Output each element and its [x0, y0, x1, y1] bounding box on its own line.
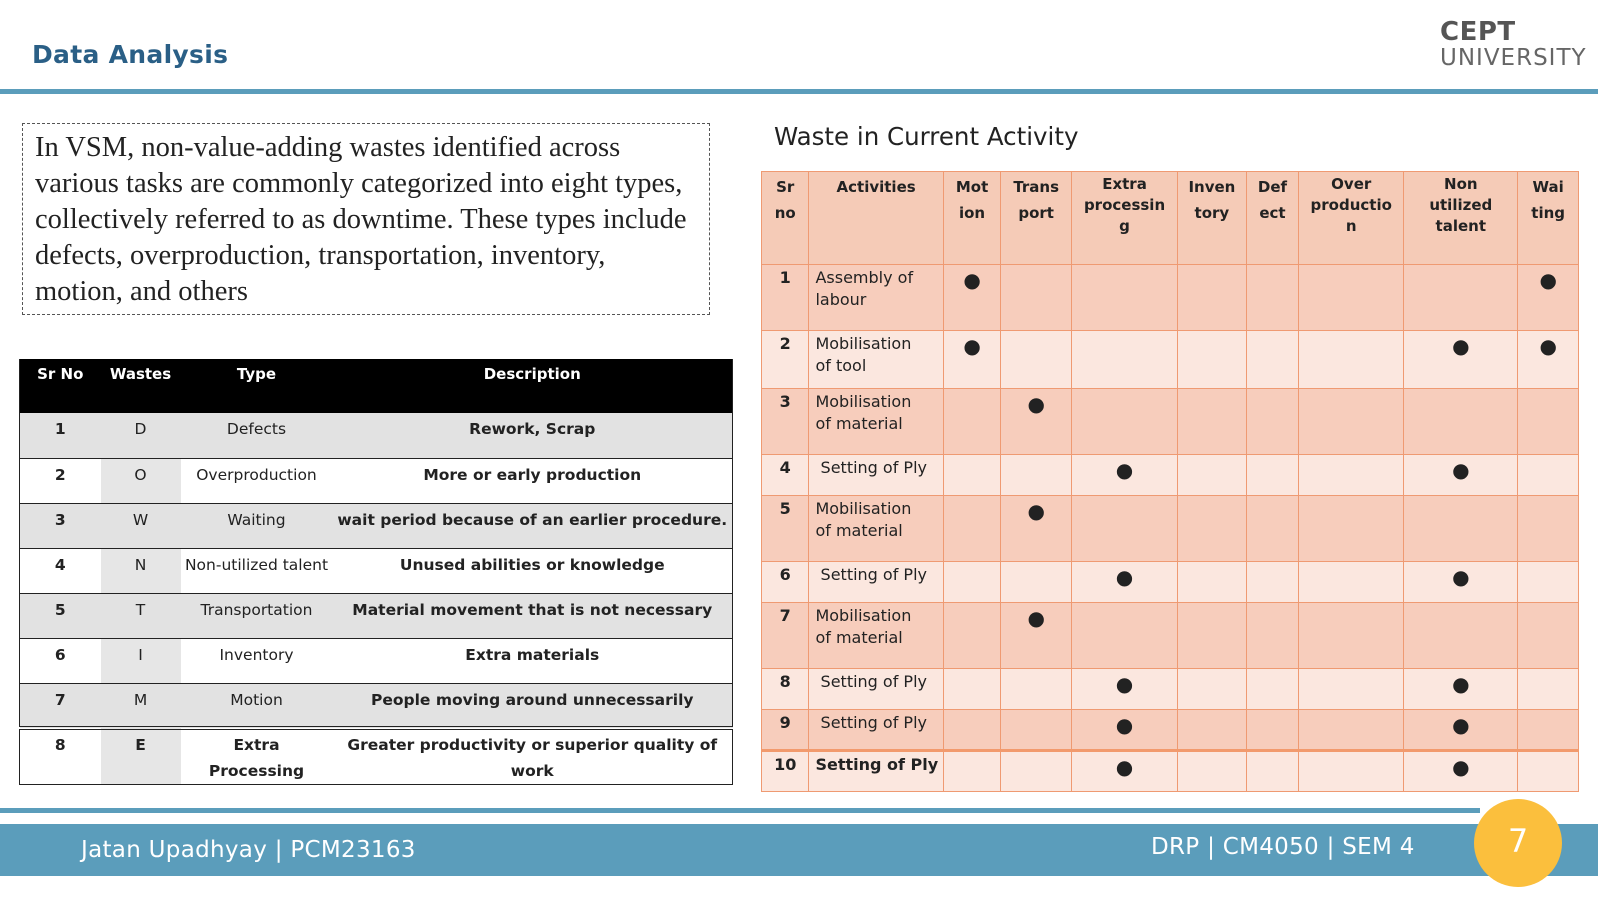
empty-cell	[1246, 669, 1299, 710]
waste-row	[20, 503, 733, 548]
waste-type: Extra Processing	[181, 728, 333, 785]
waste-types-table	[19, 359, 733, 785]
waste-description: People moving around unnecessarily	[333, 683, 733, 728]
empty-cell	[1178, 603, 1247, 669]
waste-marker-dot: ●	[943, 331, 1001, 389]
activity-row	[762, 562, 1579, 603]
empty-cell	[943, 710, 1001, 751]
empty-cell	[1518, 603, 1579, 669]
waste-description: Unused abilities or knowledge	[333, 548, 733, 593]
header-extra-processing: Extra processin g	[1072, 172, 1178, 265]
activity-name	[809, 603, 943, 669]
activity-name-line: labour	[815, 290, 867, 309]
empty-cell	[943, 496, 1001, 562]
waste-marker-dot: ●	[1404, 669, 1518, 710]
empty-cell	[1246, 265, 1299, 331]
waste-sr-no: 3	[20, 503, 101, 548]
waste-row	[20, 458, 733, 503]
waste-row	[20, 638, 733, 683]
activity-name	[809, 455, 943, 496]
waste-letter: O	[101, 458, 181, 503]
activity-name-line: of material	[815, 521, 903, 540]
activity-sr-no: 6	[762, 562, 809, 603]
waste-marker-dot: ●	[1072, 751, 1178, 792]
waste-sr-no: 1	[20, 413, 101, 458]
activity-name-line: Setting of Ply	[815, 565, 927, 584]
empty-cell	[1404, 603, 1518, 669]
empty-cell	[943, 455, 1001, 496]
header-divider	[0, 89, 1598, 94]
waste-type: Inventory	[181, 638, 333, 683]
empty-cell	[1246, 331, 1299, 389]
waste-marker-dot: ●	[1072, 562, 1178, 603]
waste-sr-no: 5	[20, 593, 101, 638]
waste-letter: I	[101, 638, 181, 683]
waste-type: Defects	[181, 413, 333, 458]
activity-sr-no: 9	[762, 710, 809, 751]
activity-sr-no: 1	[762, 265, 809, 331]
header-sr-no: Sr No	[20, 359, 101, 413]
header-non-utilized-talent: Non utilized talent	[1404, 172, 1518, 265]
waste-row	[20, 593, 733, 638]
empty-cell	[1299, 455, 1404, 496]
empty-cell	[1299, 265, 1404, 331]
waste-description: wait period because of an earlier procedure.	[333, 503, 733, 548]
empty-cell	[1404, 496, 1518, 562]
header-activities: Activities	[809, 172, 943, 265]
waste-marker-dot: ●	[1072, 455, 1178, 496]
waste-marker-dot: ●	[1518, 331, 1579, 389]
footer-course: DRP | CM4050 | SEM 4	[1151, 834, 1415, 860]
empty-cell	[1178, 562, 1247, 603]
empty-cell	[1178, 710, 1247, 751]
waste-marker-dot: ●	[1001, 496, 1072, 562]
waste-table-header	[20, 359, 733, 413]
header-motion: Mot ion	[943, 172, 1001, 265]
activity-table-header	[762, 172, 1579, 265]
activity-row	[762, 496, 1579, 562]
empty-cell	[1246, 455, 1299, 496]
activity-row	[762, 669, 1579, 710]
empty-cell	[1072, 331, 1178, 389]
activity-name-line: Setting of Ply	[815, 458, 927, 477]
footer-author: Jatan Upadhyay | PCM23163	[81, 837, 416, 863]
waste-marker-dot: ●	[1001, 603, 1072, 669]
footer-divider	[0, 808, 1480, 813]
empty-cell	[1246, 562, 1299, 603]
waste-description: Material movement that is not necessary	[333, 593, 733, 638]
empty-cell	[1299, 331, 1404, 389]
empty-cell	[1518, 389, 1579, 455]
empty-cell	[1299, 603, 1404, 669]
empty-cell	[1246, 751, 1299, 792]
empty-cell	[1072, 265, 1178, 331]
empty-cell	[1001, 562, 1072, 603]
waste-sr-no: 2	[20, 458, 101, 503]
header-transport: Trans port	[1001, 172, 1072, 265]
waste-marker-dot: ●	[1518, 265, 1579, 331]
empty-cell	[1178, 265, 1247, 331]
empty-cell	[1246, 496, 1299, 562]
activity-table-title: Waste in Current Activity	[774, 122, 1079, 151]
logo-line-2: UNIVERSITY	[1440, 45, 1587, 71]
empty-cell	[943, 669, 1001, 710]
empty-cell	[1299, 496, 1404, 562]
activity-name	[809, 389, 943, 455]
activity-row	[762, 331, 1579, 389]
activity-row	[762, 265, 1579, 331]
waste-marker-dot: ●	[1404, 751, 1518, 792]
activity-name-line: Mobilisation	[815, 392, 912, 411]
empty-cell	[1001, 455, 1072, 496]
activity-name-line: Mobilisation	[815, 606, 912, 625]
activity-sr-no: 10	[762, 751, 809, 792]
activity-name-line: Mobilisation	[815, 334, 912, 353]
empty-cell	[1246, 603, 1299, 669]
empty-cell	[1178, 669, 1247, 710]
waste-description: More or early production	[333, 458, 733, 503]
empty-cell	[1072, 603, 1178, 669]
activity-name	[809, 331, 943, 389]
empty-cell	[1246, 710, 1299, 751]
waste-letter: M	[101, 683, 181, 728]
waste-letter: E	[101, 728, 181, 785]
header-defect: Def ect	[1246, 172, 1299, 265]
empty-cell	[1299, 389, 1404, 455]
empty-cell	[1404, 265, 1518, 331]
activity-name-line: Setting of Ply	[815, 713, 927, 732]
logo-line-1: CEPT	[1440, 17, 1516, 47]
page-number: 7	[1507, 822, 1529, 860]
activity-name	[809, 265, 943, 331]
activity-sr-no: 5	[762, 496, 809, 562]
empty-cell	[1178, 455, 1247, 496]
activity-name-line: of material	[815, 628, 903, 647]
activity-sr-no: 3	[762, 389, 809, 455]
waste-activity-matrix	[761, 171, 1579, 792]
activity-row	[762, 710, 1579, 751]
empty-cell	[1001, 331, 1072, 389]
waste-row	[20, 683, 733, 728]
activity-name-line: of tool	[815, 356, 867, 375]
intro-paragraph: In VSM, non-value-adding wastes identified across various tasks are commonly categorized into eight types, collectively referred to as downtime. These types include defects, overproduction, transportation, inventory, motion, and others	[35, 132, 687, 307]
empty-cell	[1299, 669, 1404, 710]
activity-name	[809, 710, 943, 751]
waste-type: Overproduction	[181, 458, 333, 503]
empty-cell	[1518, 710, 1579, 751]
empty-cell	[1518, 669, 1579, 710]
waste-type: Waiting	[181, 503, 333, 548]
empty-cell	[1178, 751, 1247, 792]
empty-cell	[943, 562, 1001, 603]
empty-cell	[1299, 710, 1404, 751]
empty-cell	[1518, 455, 1579, 496]
waste-marker-dot: ●	[1404, 562, 1518, 603]
waste-sr-no: 6	[20, 638, 101, 683]
waste-marker-dot: ●	[1072, 669, 1178, 710]
waste-marker-dot: ●	[1072, 710, 1178, 751]
activity-name-line: Setting of Ply	[815, 672, 927, 691]
waste-sr-no: 4	[20, 548, 101, 593]
empty-cell	[1299, 751, 1404, 792]
empty-cell	[1246, 389, 1299, 455]
activity-name	[809, 669, 943, 710]
empty-cell	[1178, 331, 1247, 389]
header-description: Description	[333, 359, 733, 413]
waste-letter: W	[101, 503, 181, 548]
waste-marker-dot: ●	[1404, 710, 1518, 751]
slide-title: Data Analysis	[32, 40, 229, 69]
waste-row	[20, 413, 733, 458]
waste-marker-dot: ●	[943, 265, 1001, 331]
activity-sr-no: 7	[762, 603, 809, 669]
empty-cell	[1178, 496, 1247, 562]
waste-sr-no: 7	[20, 683, 101, 728]
waste-row	[20, 548, 733, 593]
activity-sr-no: 2	[762, 331, 809, 389]
waste-type: Non-utilized talent	[181, 548, 333, 593]
empty-cell	[1404, 389, 1518, 455]
empty-cell	[1001, 265, 1072, 331]
header-overproduction: Over productio n	[1299, 172, 1404, 265]
header-waiting: Wai ting	[1518, 172, 1579, 265]
activity-row	[762, 455, 1579, 496]
activity-row	[762, 751, 1579, 792]
activity-row	[762, 603, 1579, 669]
empty-cell	[1518, 562, 1579, 603]
header-wastes: Wastes	[101, 359, 181, 413]
activity-row	[762, 389, 1579, 455]
waste-description: Rework, Scrap	[333, 413, 733, 458]
waste-description: Extra materials	[333, 638, 733, 683]
header-type: Type	[181, 359, 333, 413]
activity-sr-no: 8	[762, 669, 809, 710]
intro-text-box	[22, 123, 710, 315]
empty-cell	[1001, 710, 1072, 751]
activity-name-line: Setting of Ply	[815, 755, 939, 774]
waste-sr-no: 8	[20, 728, 101, 785]
waste-type: Transportation	[181, 593, 333, 638]
empty-cell	[943, 751, 1001, 792]
header-inventory: Inven tory	[1178, 172, 1247, 265]
activity-name-line: Mobilisation	[815, 499, 912, 518]
cept-university-logo	[1440, 17, 1587, 74]
activity-sr-no: 4	[762, 455, 809, 496]
empty-cell	[1072, 389, 1178, 455]
waste-marker-dot: ●	[1001, 389, 1072, 455]
empty-cell	[943, 603, 1001, 669]
activity-name	[809, 496, 943, 562]
waste-letter: T	[101, 593, 181, 638]
activity-name	[809, 751, 943, 792]
waste-description: Greater productivity or superior quality of work	[333, 728, 733, 785]
waste-letter: N	[101, 548, 181, 593]
waste-marker-dot: ●	[1404, 455, 1518, 496]
empty-cell	[1518, 751, 1579, 792]
activity-name-line: Assembly of	[815, 268, 914, 287]
empty-cell	[1178, 389, 1247, 455]
empty-cell	[1001, 669, 1072, 710]
activity-name	[809, 562, 943, 603]
waste-type: Motion	[181, 683, 333, 728]
empty-cell	[943, 389, 1001, 455]
empty-cell	[1001, 751, 1072, 792]
waste-letter: D	[101, 413, 181, 458]
activity-name-line: of material	[815, 414, 903, 433]
empty-cell	[1299, 562, 1404, 603]
empty-cell	[1072, 496, 1178, 562]
waste-marker-dot: ●	[1404, 331, 1518, 389]
empty-cell	[1518, 496, 1579, 562]
header-sr: Sr no	[762, 172, 809, 265]
waste-row	[20, 728, 733, 785]
